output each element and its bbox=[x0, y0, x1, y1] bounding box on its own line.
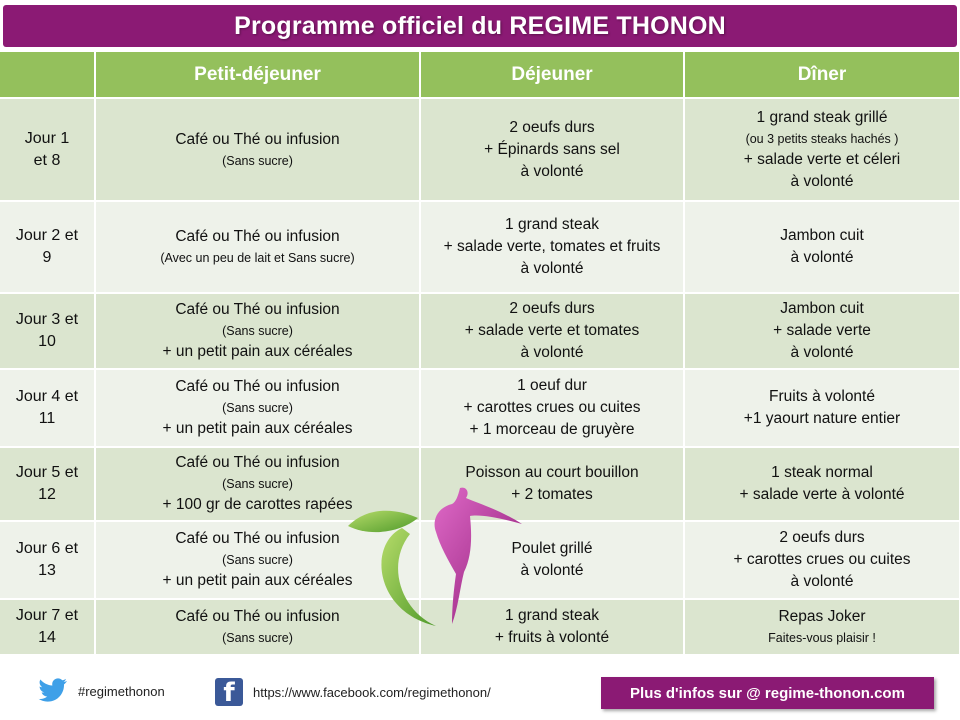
breakfast-line: (Sans sucre) bbox=[222, 477, 293, 491]
day-cell bbox=[0, 293, 95, 369]
dinner-line: Repas Joker bbox=[778, 608, 866, 625]
dinner-cell bbox=[684, 98, 960, 201]
breakfast-line: + un petit pain aux céréales bbox=[162, 420, 353, 437]
leaf-shape bbox=[348, 511, 418, 532]
day-label-second: 14 bbox=[38, 629, 56, 646]
breakfast-line: (Avec un peu de lait et Sans sucre) bbox=[160, 251, 355, 265]
breakfast-line: Café ou Thé ou infusion bbox=[175, 130, 340, 148]
day-label: Jour 3 et bbox=[15, 311, 79, 328]
table-row bbox=[0, 369, 960, 447]
breakfast-cell bbox=[95, 98, 420, 201]
dinner-line: +1 yaourt nature entier bbox=[743, 410, 901, 427]
breakfast-line: (Sans sucre) bbox=[222, 153, 293, 168]
breakfast-line: (Sans sucre) bbox=[222, 401, 293, 415]
lunch-cell bbox=[420, 201, 684, 293]
dinner-line: Jambon cuit bbox=[780, 227, 864, 244]
day-label: Jour 2 et bbox=[15, 227, 79, 244]
breakfast-line: Café ou Thé ou infusion bbox=[175, 608, 340, 625]
dinner-line: Fruits à volonté bbox=[769, 388, 875, 405]
lunch-cell bbox=[420, 293, 684, 369]
lunch-cell bbox=[420, 369, 684, 447]
day-cell bbox=[0, 369, 95, 447]
header-breakfast: Petit-déjeuner bbox=[95, 52, 420, 98]
dinner-line: 1 grand steak grillé bbox=[756, 108, 888, 126]
day-label: Jour 4 et bbox=[15, 388, 79, 405]
breakfast-line: (Sans sucre) bbox=[222, 631, 293, 645]
dinner-cell bbox=[684, 293, 960, 369]
breakfast-cell bbox=[95, 201, 420, 293]
dinner-line: à volonté bbox=[790, 573, 854, 590]
day-cell bbox=[0, 201, 95, 293]
breakfast-line: Café ou Thé ou infusion bbox=[175, 454, 340, 471]
lunch-line: 1 grand steak bbox=[505, 216, 599, 233]
breakfast-line: Café ou Thé ou infusion bbox=[175, 301, 340, 318]
lunch-line: + Épinards sans sel bbox=[484, 140, 620, 158]
dinner-line: Faites-vous plaisir ! bbox=[768, 631, 876, 645]
lunch-line: à volonté bbox=[520, 260, 584, 277]
day-cell bbox=[0, 521, 95, 599]
dinner-line: 1 steak normal bbox=[771, 464, 873, 481]
header-dinner: Dîner bbox=[684, 52, 960, 98]
lunch-line: 1 oeuf dur bbox=[517, 377, 587, 394]
day-label-second: 10 bbox=[38, 333, 56, 350]
dinner-line: Jambon cuit bbox=[780, 300, 864, 317]
dinner-line: 2 oeufs durs bbox=[779, 529, 865, 546]
dancer-shape bbox=[435, 488, 522, 624]
lunch-line: à volonté bbox=[520, 344, 584, 361]
lunch-line: à volonté bbox=[520, 562, 584, 579]
day-cell bbox=[0, 447, 95, 521]
table-row bbox=[0, 98, 960, 201]
breakfast-cell bbox=[95, 293, 420, 369]
lunch-line: + salade verte et tomates bbox=[464, 322, 640, 339]
dinner-line: à volonté bbox=[790, 344, 854, 361]
twitter-link[interactable] bbox=[38, 678, 165, 704]
lunch-line: Poisson au court bouillon bbox=[465, 464, 639, 481]
lunch-line: 2 oeufs durs bbox=[509, 300, 595, 317]
lunch-line: 2 oeufs durs bbox=[509, 118, 595, 136]
facebook-icon: f bbox=[215, 678, 243, 706]
day-label: Jour 5 et bbox=[15, 464, 79, 481]
table-row bbox=[0, 201, 960, 293]
day-label-second: 13 bbox=[38, 562, 56, 579]
more-info-button[interactable]: Plus d'infos sur @ regime-thonon.com bbox=[601, 677, 934, 709]
dinner-cell bbox=[684, 521, 960, 599]
day-cell bbox=[0, 98, 95, 201]
breakfast-line: (Sans sucre) bbox=[222, 553, 293, 567]
table-header-row bbox=[0, 52, 960, 98]
breakfast-line: + un petit pain aux céréales bbox=[162, 572, 353, 589]
lunch-line: 1 grand steak bbox=[505, 607, 599, 624]
breakfast-line: Café ou Thé ou infusion bbox=[175, 228, 340, 245]
page-title: Programme officiel du REGIME THONON bbox=[3, 5, 957, 47]
day-cell bbox=[0, 599, 95, 655]
breakfast-line: + 100 gr de carottes rapées bbox=[162, 496, 353, 513]
lunch-line: + carottes crues ou cuites bbox=[463, 399, 641, 416]
dinner-cell bbox=[684, 369, 960, 447]
day-label: Jour 6 et bbox=[15, 540, 79, 557]
dinner-cell bbox=[684, 599, 960, 655]
facebook-url: https://www.facebook.com/regimethonon/ bbox=[253, 684, 491, 700]
breakfast-cell bbox=[95, 369, 420, 447]
facebook-link[interactable] bbox=[215, 678, 491, 706]
breakfast-line: (Sans sucre) bbox=[222, 324, 293, 338]
dinner-line: (ou 3 petits steaks hachés ) bbox=[745, 131, 899, 146]
lunch-cell bbox=[420, 98, 684, 201]
day-label-second: et 8 bbox=[33, 151, 61, 169]
lunch-line: + salade verte, tomates et fruits bbox=[443, 238, 661, 255]
breakfast-line: + un petit pain aux céréales bbox=[162, 343, 353, 360]
lunch-line: à volonté bbox=[520, 162, 584, 180]
dinner-line: + carottes crues ou cuites bbox=[733, 551, 911, 568]
apple-arc-shape bbox=[381, 528, 436, 626]
day-label: Jour 7 et bbox=[15, 607, 79, 624]
table-row bbox=[0, 293, 960, 369]
day-label-second: 12 bbox=[38, 486, 56, 503]
header-day bbox=[0, 52, 95, 98]
dinner-cell bbox=[684, 201, 960, 293]
day-label-second: 11 bbox=[38, 410, 56, 427]
day-label-second: 9 bbox=[42, 249, 52, 266]
lunch-line: + 1 morceau de gruyère bbox=[469, 421, 635, 438]
breakfast-line: Café ou Thé ou infusion bbox=[175, 378, 340, 395]
apple-dancer-logo bbox=[340, 484, 540, 634]
dinner-line: + salade verte à volonté bbox=[739, 486, 905, 503]
lunch-line: + 2 tomates bbox=[511, 486, 593, 503]
dinner-cell bbox=[684, 447, 960, 521]
dinner-line: + salade verte bbox=[773, 322, 871, 339]
dinner-line: à volonté bbox=[790, 249, 854, 266]
dinner-line: à volonté bbox=[790, 172, 854, 190]
lunch-line: Poulet grillé bbox=[511, 540, 593, 557]
day-label: Jour 1 bbox=[24, 129, 70, 147]
dinner-line: + salade verte et céleri bbox=[743, 150, 901, 168]
twitter-bird-icon bbox=[38, 678, 68, 704]
twitter-handle: #regimethonon bbox=[78, 683, 165, 699]
breakfast-line: Café ou Thé ou infusion bbox=[175, 530, 340, 547]
lunch-line: + fruits à volonté bbox=[494, 629, 610, 646]
header-lunch: Déjeuner bbox=[420, 52, 684, 98]
